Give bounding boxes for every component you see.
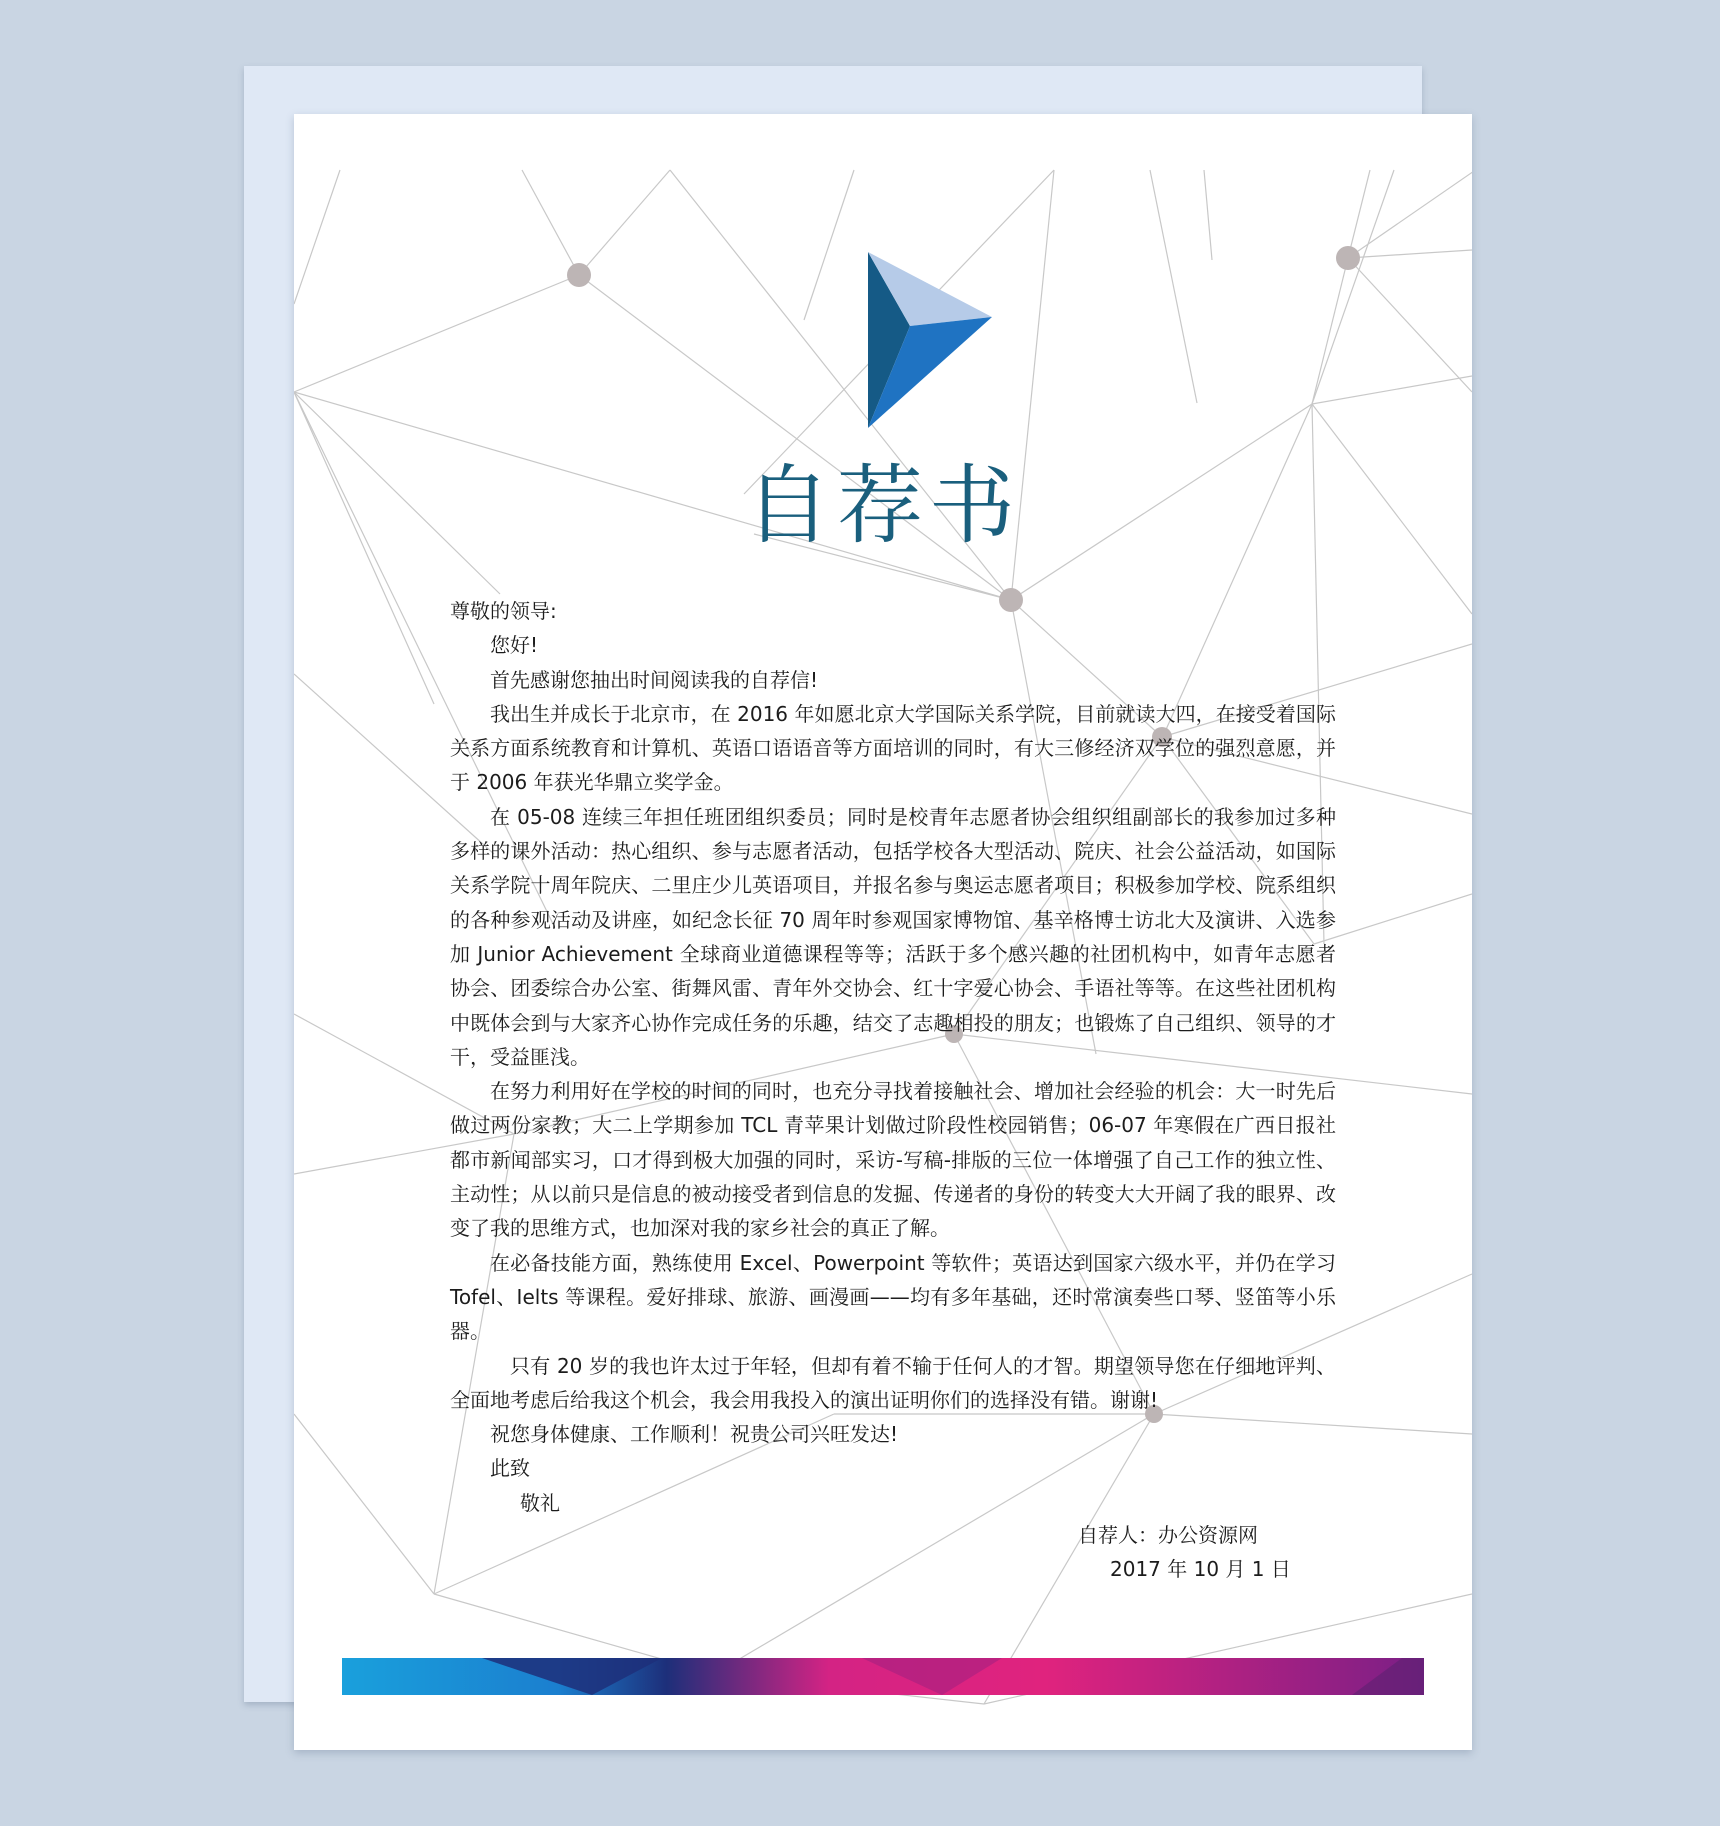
wishes: 祝您身体健康、工作顺利！祝贵公司兴旺发达! [490,1422,899,1447]
greeting: 您好! [490,633,539,658]
closing-ci-zhi: 此致 [490,1456,530,1481]
paragraph-skills: 在必备技能方面，熟练使用 Excel、Powerpoint 等软件；英语达到国家六级水平，并仍在学习 Tofel、Ielts 等课程。爱好排球、旅游、画漫画——均有多年基础，还时常演奏些口琴、竖笛等小乐器。 [450,1250,1336,1344]
signature-block [1078,1518,1291,1586]
letter-body [450,594,1336,1520]
salutation: 尊敬的领导: [450,599,557,623]
closing-jing-li: 敬礼 [520,1490,560,1515]
letter-page [294,114,1472,1750]
paragraph-thanks: 首先感谢您抽出时间阅读我的自荐信! [490,667,819,692]
paragraph-activities: 在 05-08 连续三年担任班团组织委员；同时是校青年志愿者协会组织组副部长的我参加过多种多样的课外活动：热心组织、参与志愿者活动，包括学校各大型活动、院庆、社会公益活动，如国际关系学院十周年院庆、二里庄少儿英语项目，并报名参与奥运志愿者项目；积极参加学校、院系组织的各种参观活动及讲座，如纪念长征 70 周年时参观国家博物馆、基辛格博士访北大及演讲、入选参加 Junior Achievement 全球商业道德课程等等；活跃于多个感兴趣的社团机构中，如青年志愿者协会、团委综合办公室、街舞风雷、青年外交协会、红十字爱心协会、手语社等等。在这些社团机构中既体会到与大家齐心协作完成任务的乐趣，结交了志趣相投的朋友；也锻炼了自己组织、领导的才干，受益匪浅。 [450,804,1336,1069]
footer-color-bar [342,1658,1424,1695]
logo-triangle-icon [868,252,998,428]
paragraph-experience: 在努力利用好在学校的时间的同时，也充分寻找着接触社会、增加社会经验的机会：大一时先后做过两份家教；大二上学期参加 TCL 青苹果计划做过阶段性校园销售；06-07 年寒假在广西日报社都市新闻部实习，口才得到极大加强的同时，采访-写稿-排版的三位一体增强了自己工作的独立性、主动性；从以前只是信息的被动接受者到信息的发掘、传递者的身份的转变大大开阔了我的眼界、改变了我的思维方式，也加深对我的家乡社会的真正了解。 [450,1079,1336,1241]
signature-name: 自荐人：办公资源网 [1078,1523,1258,1547]
paragraph-closing: 只有 20 岁的我也许太过于年轻，但却有着不输于任何人的才智。期望领导您在仔细地评判、全面地考虑后给我这个机会，我会用我投入的演出证明你们的选择没有错。谢谢! [450,1353,1336,1412]
paragraph-background: 我出生并成长于北京市，在 2016 年如愿北京大学国际关系学院，目前就读大四，在接受着国际关系方面系统教育和计算机、英语口语语音等方面培训的同时，有大三修经济双学位的强烈意愿，并于 2006 年获光华鼎立奖学金。 [450,701,1336,795]
signature-date: 2017 年 10 月 1 日 [1110,1557,1291,1581]
document-title: 自荐书 [745,456,1021,556]
